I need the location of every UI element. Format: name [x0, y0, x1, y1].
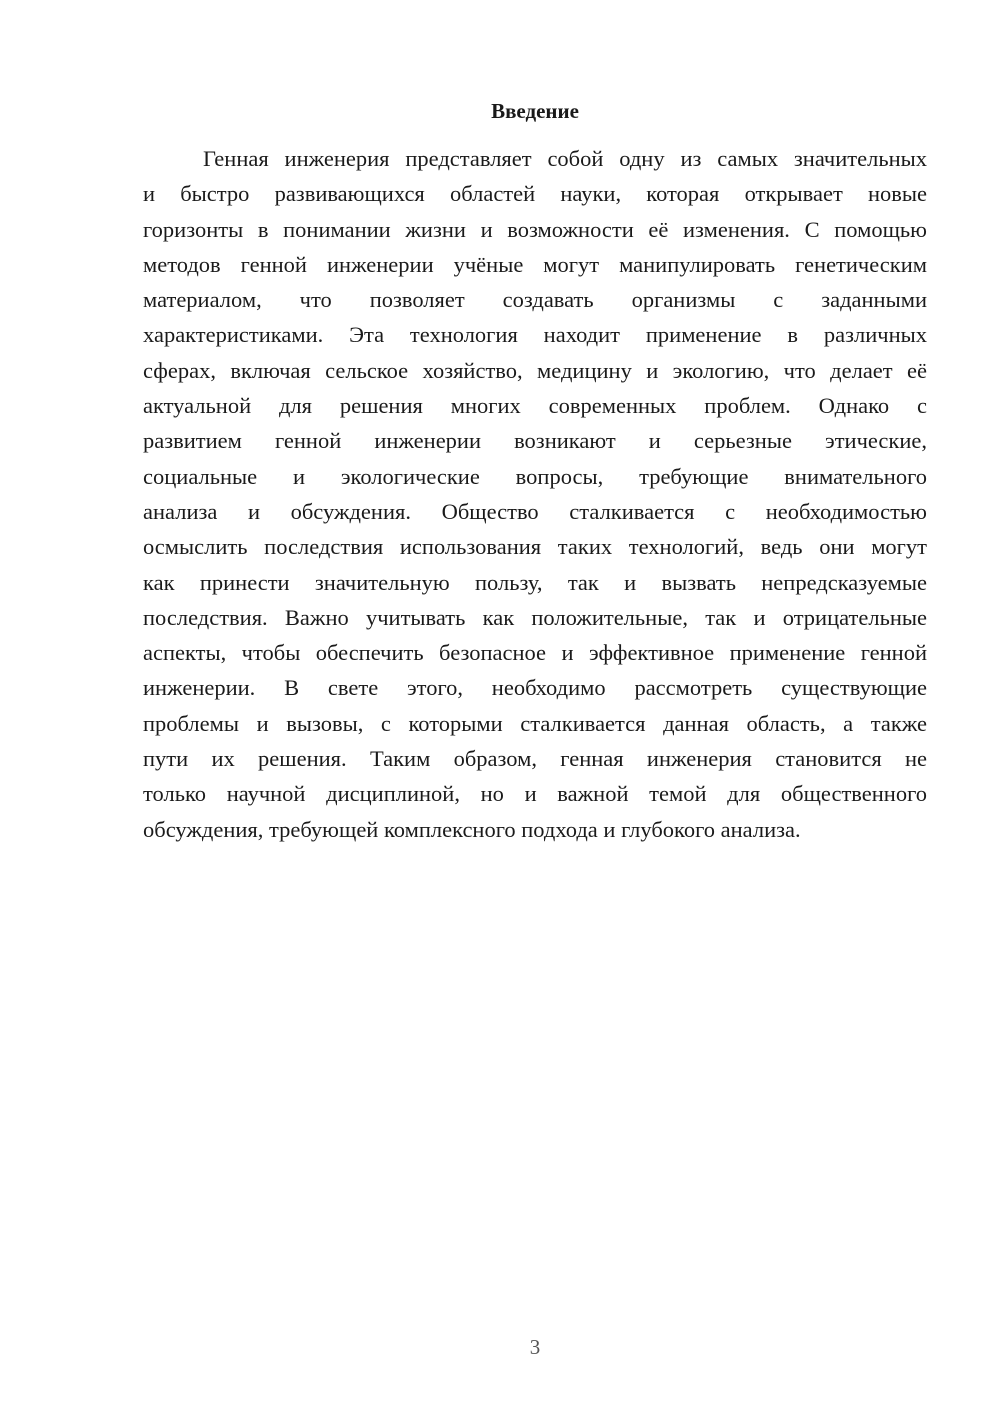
paragraph-line: пути их решения. Таким образом, генная инженерия становится не: [143, 746, 927, 772]
paragraph-line: как принести значительную пользу, так и вызвать непредсказуемые: [143, 569, 927, 595]
paragraph-line: анализа и обсуждения. Общество сталкивается с необходимостью: [143, 498, 927, 524]
paragraph-line: характеристиками. Эта технология находит применение в различных: [143, 322, 927, 348]
intro-paragraph: [143, 141, 927, 847]
paragraph-line: Генная инженерия представляет собой одну из самых значительных: [203, 146, 927, 171]
paragraph-line: проблемы и вызовы, с которыми сталкивается данная область, а также: [143, 710, 927, 736]
paragraph-line: горизонты в понимании жизни и возможности её изменения. С помощью: [143, 216, 927, 242]
section-heading: Введение: [491, 99, 579, 123]
paragraph-line: обсуждения, требующей комплексного подхода и глубокого анализа.: [143, 816, 801, 842]
paragraph-line: аспекты, чтобы обеспечить безопасное и эффективное применение генной: [143, 640, 927, 666]
paragraph-line: актуальной для решения многих современных проблем. Однако с: [143, 393, 927, 419]
paragraph-line: материалом, что позволяет создавать организмы с заданными: [143, 287, 927, 313]
paragraph-line: развитием генной инженерии возникают и серьезные этические,: [143, 428, 927, 454]
paragraph-line: последствия. Важно учитывать как положительные, так и отрицательные: [143, 604, 927, 630]
paragraph-line: только научной дисциплиной, но и важной темой для общественного: [143, 781, 927, 807]
paragraph-line: сферах, включая сельское хозяйство, медицину и экологию, что делает её: [143, 357, 927, 383]
page-number: 3: [529, 1335, 541, 1359]
paragraph-line: осмыслить последствия использования таких технологий, ведь они могут: [143, 534, 927, 560]
paragraph-line: социальные и экологические вопросы, требующие внимательного: [143, 463, 927, 489]
paragraph-line: и быстро развивающихся областей науки, которая открывает новые: [143, 181, 927, 207]
paragraph-line: инженерии. В свете этого, необходимо рассмотреть существующие: [143, 675, 927, 701]
paragraph-line: методов генной инженерии учёные могут манипулировать генетическим: [143, 251, 927, 277]
